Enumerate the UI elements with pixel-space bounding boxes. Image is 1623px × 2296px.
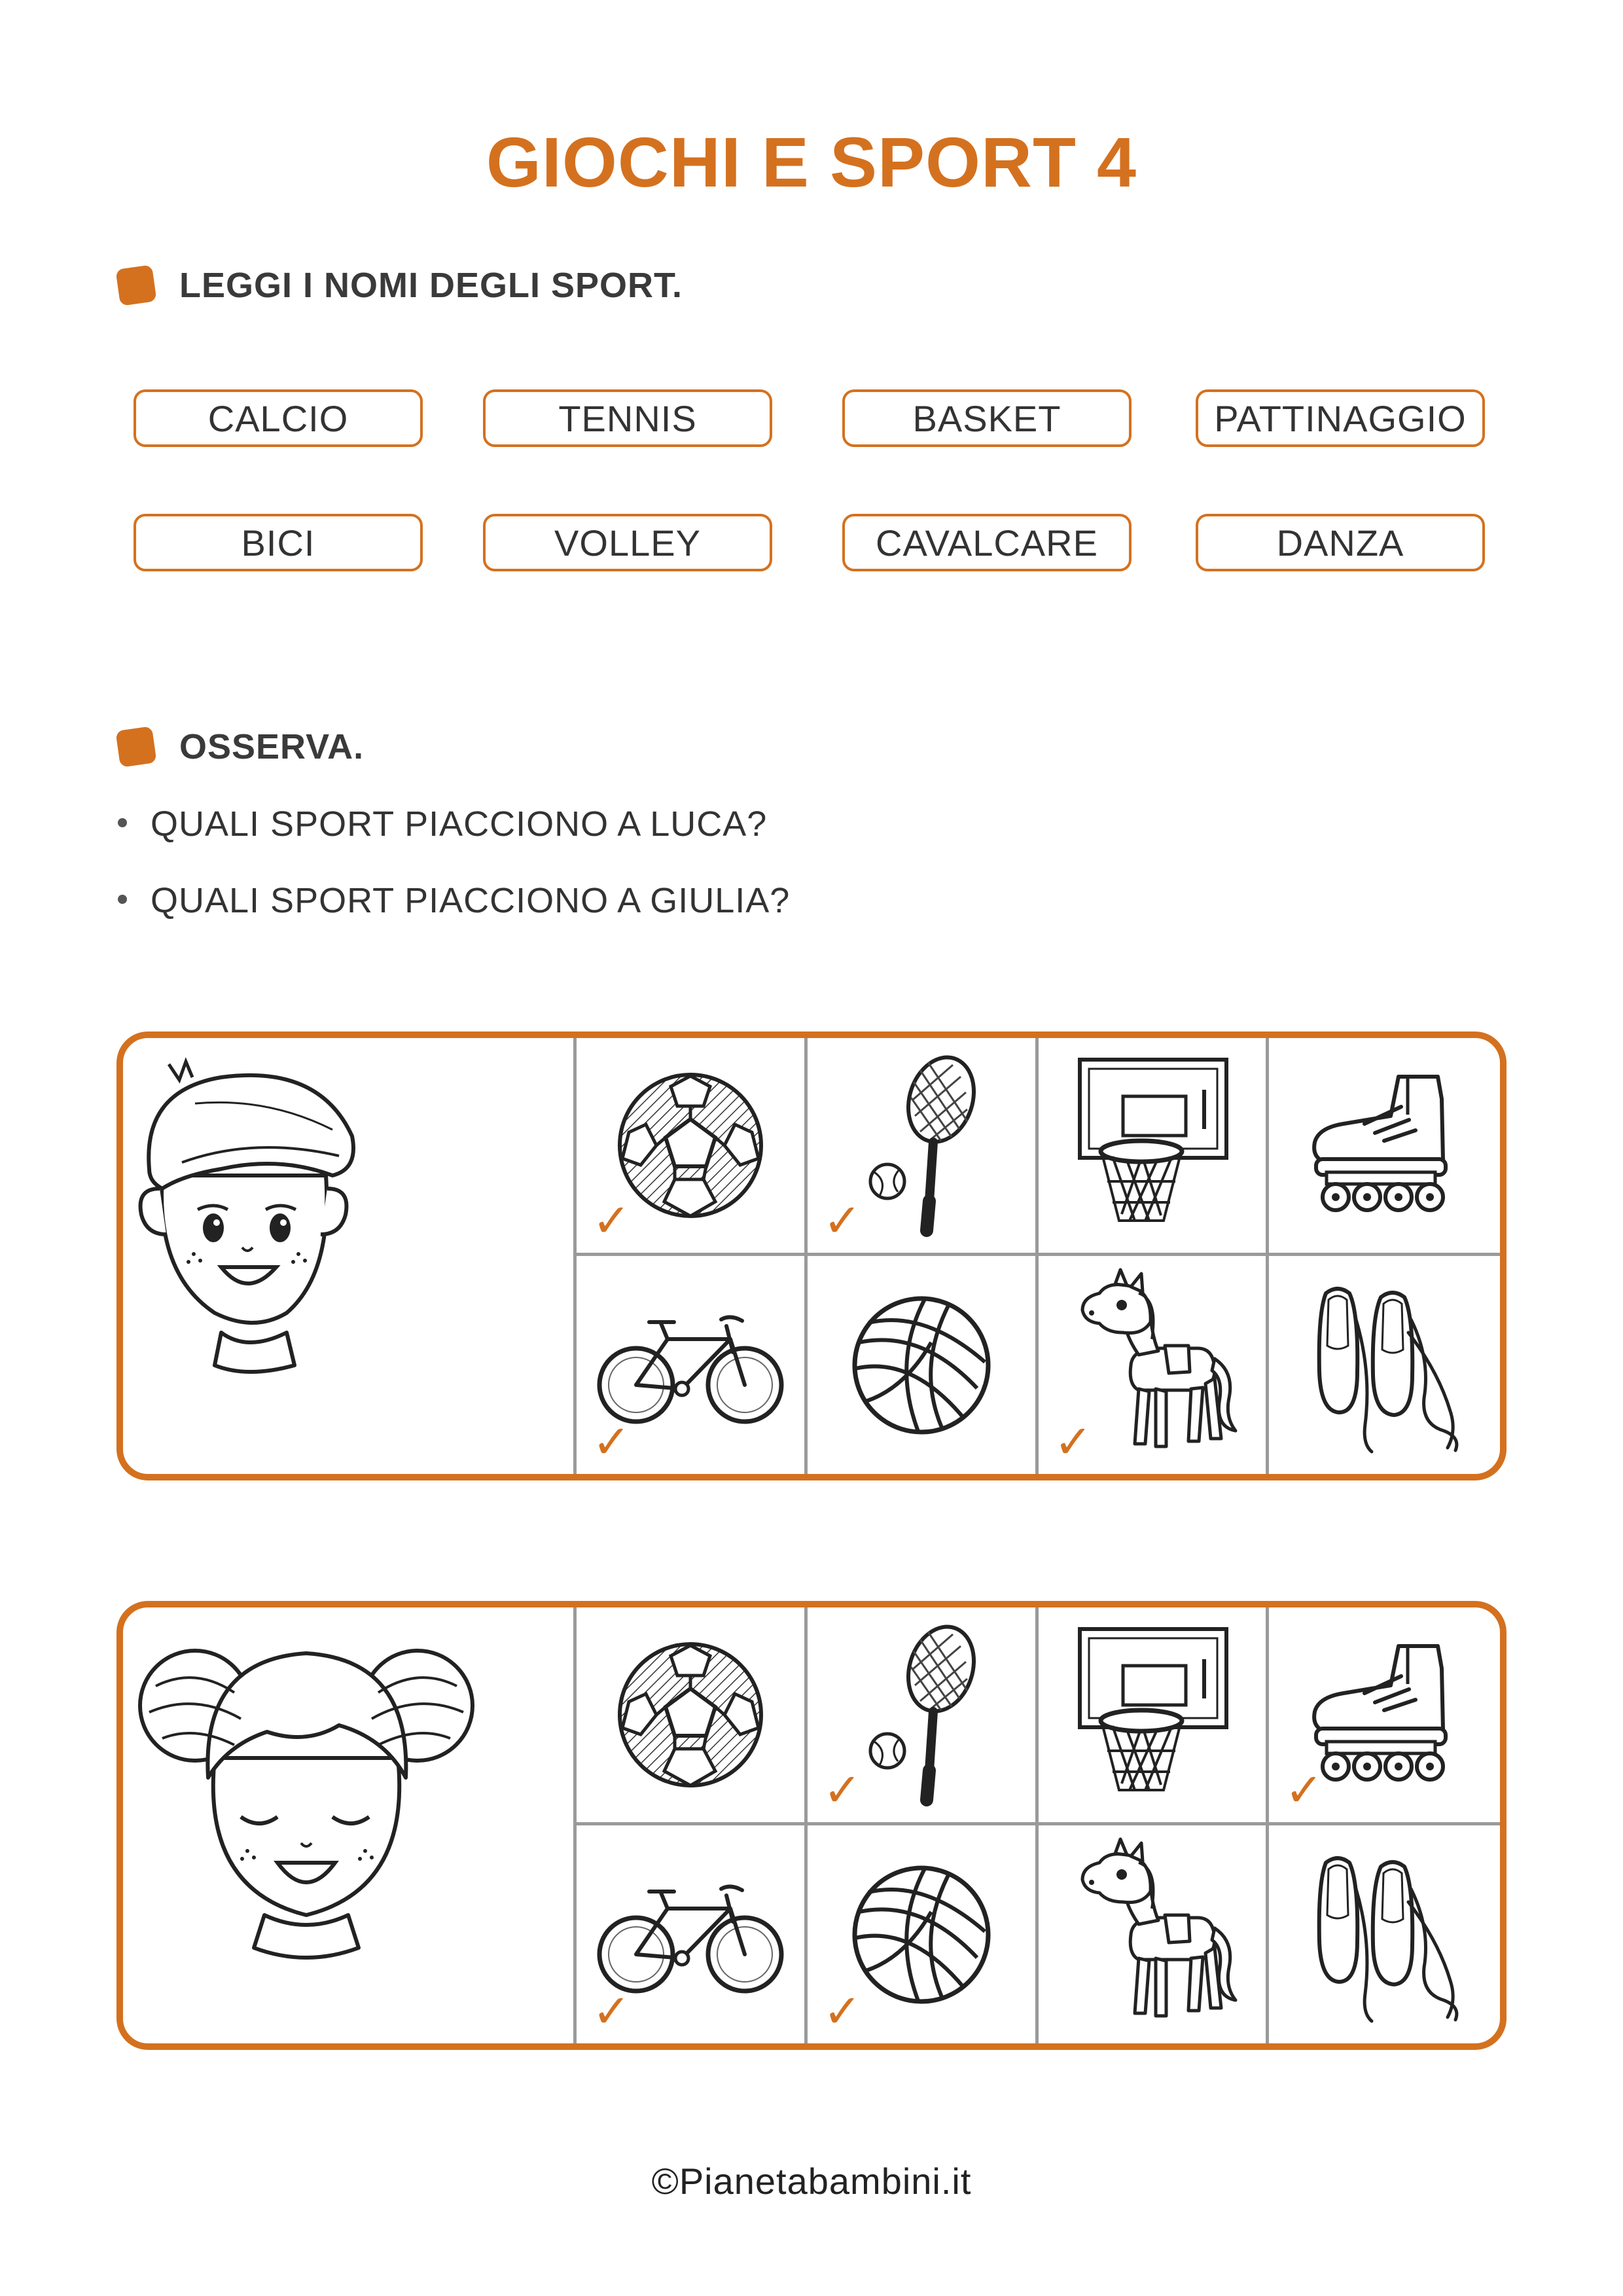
giulia-face-cell xyxy=(123,1607,573,2043)
orange-bullet-icon xyxy=(115,264,156,306)
ballet-shoes-icon xyxy=(1269,1825,1500,2043)
giulia-panel xyxy=(116,1601,1507,2050)
question-luca xyxy=(118,804,767,844)
bullet-dot-icon xyxy=(118,895,127,904)
question-text: QUALI SPORT PIACCIONO A GIULIA? xyxy=(151,881,791,920)
question-giulia xyxy=(118,880,790,921)
check-mark-icon: ✓ xyxy=(1054,1416,1093,1467)
check-mark-icon: ✓ xyxy=(592,1416,631,1467)
boy-face-icon xyxy=(123,1038,573,1474)
word-box-tennis: TENNIS xyxy=(483,389,772,447)
word-box-cavalcare: CAVALCARE xyxy=(842,514,1132,571)
word-box-calcio: CALCIO xyxy=(134,389,423,447)
section-heading-text: LEGGI I NOMI DEGLI SPORT. xyxy=(179,266,683,305)
luca-panel xyxy=(116,1031,1507,1480)
question-text: QUALI SPORT PIACCIONO A LUCA? xyxy=(151,804,768,844)
check-mark-icon: ✓ xyxy=(823,1765,862,1816)
check-mark-icon: ✓ xyxy=(1285,1765,1323,1816)
sport-cell-basketball-hoop xyxy=(1039,1038,1270,1256)
sport-cell-horse xyxy=(1039,1256,1270,1474)
girl-face-icon xyxy=(123,1607,573,2043)
sport-cell-roller-skate xyxy=(1269,1038,1500,1256)
sport-cell-bicycle xyxy=(577,1256,808,1474)
check-mark-icon: ✓ xyxy=(592,1195,631,1246)
sport-cell-volleyball xyxy=(808,1825,1039,2043)
section-heading-text: OSSERVA. xyxy=(179,727,365,766)
check-mark-icon: ✓ xyxy=(823,1986,862,2037)
bullet-dot-icon xyxy=(118,818,127,827)
sport-cell-football-ball xyxy=(577,1607,808,1825)
basketball-hoop-icon xyxy=(1039,1607,1266,1822)
ballet-shoes-icon xyxy=(1269,1256,1500,1474)
footer-copyright: ©Pianetabambini.it xyxy=(651,2161,972,2202)
word-box-volley: VOLLEY xyxy=(483,514,772,571)
sport-cell-tennis-racket xyxy=(808,1607,1039,1825)
roller-skate-icon xyxy=(1269,1038,1500,1253)
word-box-bici: BICI xyxy=(134,514,423,571)
word-box-danza: DANZA xyxy=(1196,514,1485,571)
horse-icon xyxy=(1039,1825,1266,2043)
sport-cell-tennis-racket xyxy=(808,1038,1039,1256)
sport-cell-volleyball xyxy=(808,1256,1039,1474)
sport-cell-horse xyxy=(1039,1825,1270,2043)
sport-cell-basketball-hoop xyxy=(1039,1607,1270,1825)
check-mark-icon: ✓ xyxy=(592,1986,631,2037)
volleyball-icon xyxy=(808,1256,1035,1474)
sport-cell-football-ball xyxy=(577,1038,808,1256)
luca-sports-grid xyxy=(573,1038,1500,1474)
word-box-pattinaggio: PATTINAGGIO xyxy=(1196,389,1485,447)
sport-cell-roller-skate xyxy=(1269,1607,1500,1825)
check-mark-icon: ✓ xyxy=(823,1195,862,1246)
orange-bullet-icon xyxy=(115,726,156,767)
sport-cell-bicycle xyxy=(577,1825,808,2043)
luca-face-cell xyxy=(123,1038,573,1474)
sport-cell-ballet-shoes xyxy=(1269,1825,1500,2043)
football-ball-icon xyxy=(577,1607,804,1822)
giulia-sports-grid xyxy=(573,1607,1500,2043)
sport-cell-ballet-shoes xyxy=(1269,1256,1500,1474)
basketball-hoop-icon xyxy=(1039,1038,1266,1253)
section-heading-read xyxy=(118,265,683,306)
page-title: GIOCHI E SPORT 4 xyxy=(486,122,1137,202)
section-heading-observe xyxy=(118,726,364,767)
word-box-basket: BASKET xyxy=(842,389,1132,447)
